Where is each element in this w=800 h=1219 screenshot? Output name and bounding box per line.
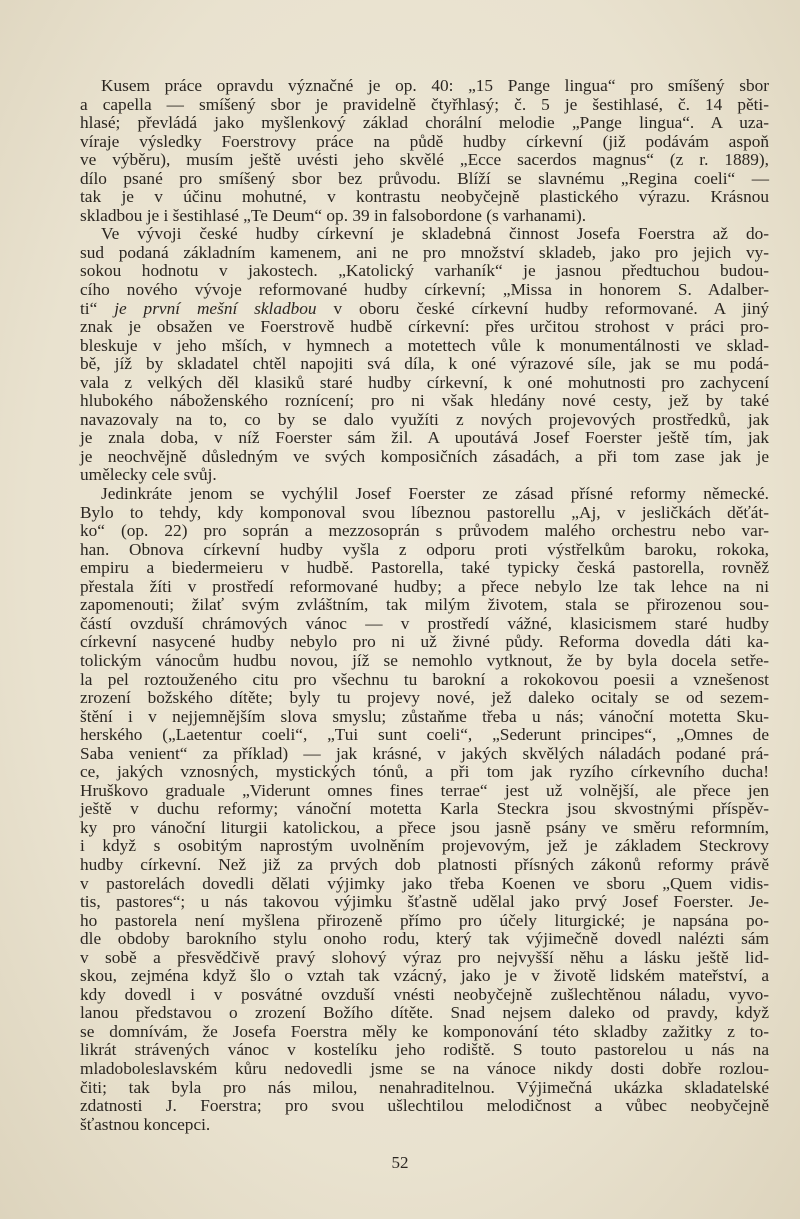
text-line: ještě v duchu reformy; vánoční motetta Karla Steckra jsou skvostnými příspěv- xyxy=(80,799,769,819)
italic-emphasis: je první mešní skladbou xyxy=(114,298,317,318)
text-line: sud podaná základním kamenem, ani ne pro množství skladeb, jako pro jejich vy- xyxy=(80,242,769,262)
text-line: dle obdoby barokního stylu onoho rodu, který tak výjimečně dovedl nalézti sám xyxy=(80,929,769,949)
text-line: zapomenouti; žilať svým zvláštním, tak milým životem, stala se přirozenou sou- xyxy=(80,595,769,615)
text-line: ce, jakých vznosných, mystických tónů, a při tom jak ryzího církevního ducha! xyxy=(80,762,769,782)
text-line: bleskuje v jeho mších, v hymnech a motettech vůle k monumentálnosti ve sklad- xyxy=(80,335,769,355)
text-line: zdatnosti J. Foerstra; pro svou ušlechtilou melodičnost a vůbec neobyčejně xyxy=(80,1096,769,1116)
text-line xyxy=(80,300,769,319)
text-line: víraje výsledky Foerstrovy práce na půdě hudby církevní (již podávám aspoň xyxy=(80,131,769,151)
text-line: empiru a biedermeieru v hudbě. Pastorella, také typicky česká pastorella, rovněž xyxy=(80,558,769,578)
text-line: Saba venient“ za příklad) — jak krásné, v jakých skvělých náladách podané prá- xyxy=(80,743,769,763)
text-line: zrození božského dítěte; byly tu projevy nové, jež daleko ocitaly se od sezem- xyxy=(80,688,769,708)
text-line: znak je obsažen ve Foerstrově hudbě církevní: přes určitou strohost v práci pro- xyxy=(80,317,769,337)
paragraph xyxy=(80,77,769,225)
text-line: a capella — smíšený sbor je pravidelně čtyřhlasý; č. 5 je šestihlasé, č. 14 pěti- xyxy=(80,94,769,114)
paragraph xyxy=(80,225,769,485)
text-line: ve výběru), musím ještě uvésti jeho skvělé „Ecce sacerdos magnus“ (z r. 1889), xyxy=(80,150,769,170)
text-line: cího nového vývoje reformované hudby církevní; „Missa in honorem S. Adalber- xyxy=(80,280,769,300)
text-line: Kusem práce opravdu význačné je op. 40: „15 Pange lingua“ pro smíšený sbor xyxy=(101,76,769,95)
text-line: umělecky cele svůj. xyxy=(80,465,217,485)
text-line: hlubokého náboženského roznícení; pro ni však hledány nové cesty, jež by také xyxy=(80,391,769,411)
text-line: dílo psané pro smíšený sbor bez průvodu. Blíží se slavnému „Regina coeli“ — xyxy=(80,168,769,188)
text-line: bě, jíž by skladatel chtěl napojiti svá díla, k oné výrazové síle, jak se mu podá- xyxy=(80,354,769,374)
text-line: v pastorelách dovedli dělati výjimky jako třeba Koenen ve sboru „Quem vidis- xyxy=(80,873,769,893)
text-segment: ti“ xyxy=(80,298,115,318)
text-segment: v oboru české církevní hudby reformované. A jiný xyxy=(316,298,769,318)
text-line: v sobě a přesvědčivě pravý slohový výraz pro nejvyšší něhu a lásku ještě lid- xyxy=(80,947,769,967)
text-line: hudby církevní. Než již za prvých dob platnosti přísných zákonů reformy právě xyxy=(80,854,769,874)
text-line: je neochvějně důsledným ve svých komposičních zásadách, a při tom zase jak je xyxy=(80,446,769,466)
text-line: herského („Laetentur coeli“, „Tui sunt coeli“, „Sederunt principes“, „Omnes de xyxy=(80,725,769,745)
text-line: ho pastorela není myšlena přirozeně přímo pro účely liturgické; je napsána po- xyxy=(80,910,769,930)
text-line: tolickým vánocům hudbu novou, jíž se nemohlo vytknout, že by byla docela setře- xyxy=(80,650,769,670)
text-line: Jedinkráte jenom se vychýlil Josef Foerster ze zásad přísné reformy německé. xyxy=(101,484,769,504)
text-line: čiti; tak byla pro nás milou, nenahraditelnou. Výjimečná ukázka skladatelské xyxy=(80,1077,769,1097)
text-line: likrát strávených vánoc v kostelíku jeho rodiště. S touto pastorelou u nás na xyxy=(80,1040,769,1060)
text-line: han. Obnova církevní hudby vyšla z odporu proti výstřelkům baroku, rokoka, xyxy=(80,539,769,559)
text-line: skladbou je i šestihlasé „Te Deum“ op. 39 in falsobordone (s varhanami). xyxy=(80,205,587,225)
text-line: je znala doba, v níž Foerster sám žil. A upoutává Josef Foerster ještě tím, jak xyxy=(80,428,769,448)
text-line: navazovaly na to, co by se dalo využíti z nových projevových prostředků, jak xyxy=(80,409,769,429)
text-line: vala z velkých děl klasiků staré hudby církevní, k oné mohutnosti pro zachycení xyxy=(80,372,769,392)
text-line: částí ovzduší chrámových vánoc — v prostředí vážné, klasicismem staré hudby xyxy=(80,613,769,633)
text-line: církevní nasycené hudby nebylo pro ni už živné půdy. Reforma dovedla dáti ka- xyxy=(80,632,769,652)
text-line: tis, pastores“; u nás takovou výjimku šťastně udělal jako prvý Josef Foerster. Je- xyxy=(80,892,769,912)
text-line: la pel roztouženého citu pro všechnu tu barokní a rokokovou poesii a vznešenost xyxy=(80,669,769,689)
paragraph xyxy=(80,485,769,1134)
text-line: se domnívám, že Josefa Foerstra měly ke komponování této skladby zažitky z to- xyxy=(80,1021,769,1041)
text-line: lanou představou o zrození Božího dítěte. Snad nejsem daleko od pravdy, když xyxy=(80,1003,769,1023)
text-line: hlasé; převládá jako myšlenkový základ chorální melodie „Pange lingua“. A uza- xyxy=(80,113,769,133)
text-line: mladoboleslavském kůru nedovedli jsme se na vánoce nikdy dosti dobře rozlou- xyxy=(80,1058,769,1078)
text-line: Hruškovo graduale „Viderunt omnes fines terrae“ jest už volnější, ale přece jen xyxy=(80,780,769,800)
text-line: ky pro vánoční liturgii katolickou, a přece jsou jasně psány ve směru reformním, xyxy=(80,817,769,837)
page-body-text xyxy=(80,77,769,1134)
text-line: kdy dovedl i v posvátné ovzduší vnésti neobyčejně zušlechtěnou náladu, vyvo- xyxy=(80,984,769,1004)
text-line: ko“ (op. 22) pro soprán a mezzosoprán s průvodem malého orchestru nebo var- xyxy=(80,521,769,541)
page-number: 52 xyxy=(391,1153,409,1172)
text-line: šťastnou koncepci. xyxy=(80,1114,211,1134)
text-line: sokou hodnotu v jakostech. „Katolický varhaník“ je jasnou předtuchou budou- xyxy=(80,261,769,281)
text-line: štění i v nejjemnějším slova smyslu; zůstaňme třeba u nás; vánoční motetta Sku- xyxy=(80,706,769,726)
text-line: Ve vývoji české hudby církevní je skladebná činnost Josefa Foerstra až do- xyxy=(101,224,769,244)
text-line: Bylo to tehdy, kdy komponoval svou líbeznou pastorellu „Aj, v jesličkách děťát- xyxy=(80,502,769,522)
text-line: tak je v účinu mohutné, v kontrastu neobyčejně plastického výrazu. Krásnou xyxy=(80,187,769,207)
text-line: přestala žíti v prostředí reformované hudby; a přece nebylo lze tak lehce na ni xyxy=(80,576,769,596)
text-line: skou, zejména když šlo o vztah tak vzácný, jako je v životě lidském mateřství, a xyxy=(80,966,769,986)
text-line: i když s osobitým naprostým uvolněním projevovým, jež je základem Steckrovy xyxy=(80,836,769,856)
